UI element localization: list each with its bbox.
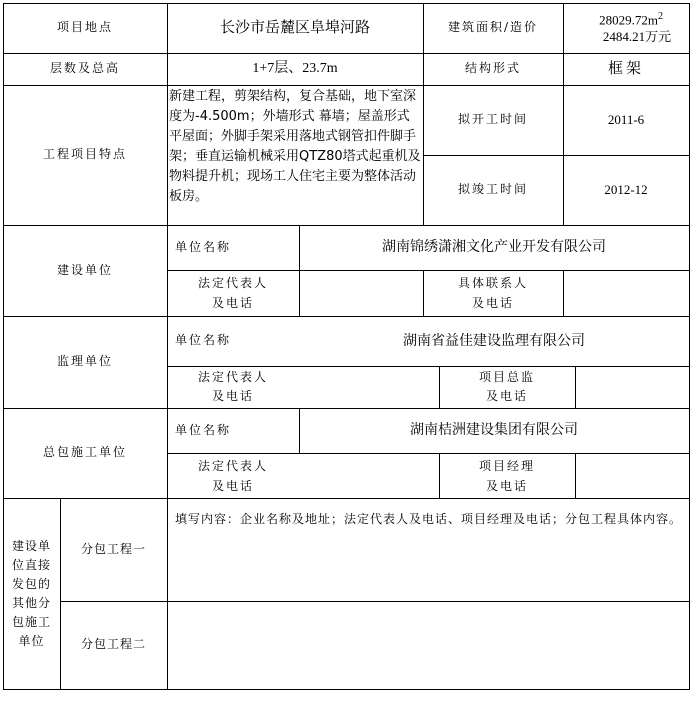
contractor-manager-label-line1: 项目经理 (478, 458, 535, 473)
location-label: 项目地点 (56, 20, 113, 35)
subcontract-note: 填写内容：企业名称及地址；法定代表人及电话、项目经理及电话；分包工程具体内容。 (175, 512, 683, 526)
area-cost-label: 建筑面积/造价 (447, 20, 539, 35)
supervisor-name-label: 单位名称 (175, 333, 232, 348)
supervisor-chief-label-line2: 及电话 (485, 389, 528, 403)
client-rep-label (167, 270, 299, 316)
location-value: 长沙市岳麓区阜埠河路 (219, 18, 370, 37)
subcontract-label-line3: 发包的 (11, 576, 51, 591)
structure-label: 结构形式 (464, 61, 521, 76)
subcontract-item2-label: 分包工程二 (80, 637, 146, 652)
client-name-label: 单位名称 (175, 239, 232, 254)
floors-value: 1+7层、23.7m (252, 60, 338, 76)
start-date-label: 拟开工时间 (457, 112, 528, 127)
subcontract-label-line1: 建设单 (11, 538, 51, 553)
contractor-label: 总包施工单位 (42, 445, 127, 460)
contractor-name-label: 单位名称 (175, 422, 232, 437)
contractor-rep-label (167, 453, 299, 498)
supervisor-chief-label-line1: 项目总监 (478, 370, 535, 384)
contractor-manager-label-line2: 及电话 (485, 478, 528, 493)
subcontract-label-line4: 其他分 (11, 595, 51, 610)
client-contact-label-line1: 具体联系人 (457, 276, 528, 290)
area-value: $28029.72m^2$ (599, 10, 663, 28)
supervisor-rep-label (167, 366, 299, 408)
contractor-rep-label-line1: 法定代表人 (197, 458, 268, 473)
client-name-value: 湖南锦绣潇湘文化产业开发有限公司 (382, 239, 606, 256)
subcontract-label-line6: 单位 (18, 633, 45, 648)
subcontract-label (3, 498, 60, 689)
subcontract-label-line5: 包施工 (11, 614, 51, 629)
floors-label: 层数及总高 (49, 61, 120, 76)
start-date-value: 2011-6 (607, 111, 645, 127)
subcontract-label-line2: 位直接 (11, 557, 51, 572)
supervisor-label: 监理单位 (56, 354, 113, 369)
finish-date-label: 拟竣工时间 (457, 182, 528, 197)
contractor-manager-label (439, 453, 575, 498)
features-label: 工程项目特点 (42, 147, 127, 162)
contractor-name-value: 湖南桔洲建设集团有限公司 (410, 422, 578, 439)
area-cost-value (563, 3, 689, 53)
supervisor-name-value: 湖南省益佳建设监理有限公司 (403, 332, 585, 349)
client-contact-label (423, 270, 563, 316)
contractor-rep-label-line2: 及电话 (211, 478, 254, 493)
features-text: 新建工程，剪架结构，复合基础，地下室深度为-4.500m；外墙形式 幕墙；屋盖形式 平屋面；外脚手架采用落地式钢管扣件脚手架；垂直运输机械采用QTZ80塔式起重机及物料提升机；现场工人住宅主要为整体活动板房。 (169, 89, 421, 204)
client-rep-label-line2: 及电话 (211, 296, 254, 310)
cost-value: 2484.21万元 (602, 29, 672, 45)
supervisor-chief-label (439, 366, 575, 408)
client-label: 建设单位 (56, 262, 113, 277)
subcontract-item1-label: 分包工程一 (80, 541, 146, 556)
client-contact-label-line2: 及电话 (471, 296, 514, 310)
supervisor-rep-label-line1: 法定代表人 (197, 370, 268, 384)
structure-value: 框架 (607, 59, 644, 78)
project-info-table (3, 3, 689, 689)
supervisor-rep-label-line2: 及电话 (211, 389, 254, 403)
client-rep-label-line1: 法定代表人 (197, 276, 268, 290)
finish-date-value: 2012-12 (604, 181, 648, 197)
